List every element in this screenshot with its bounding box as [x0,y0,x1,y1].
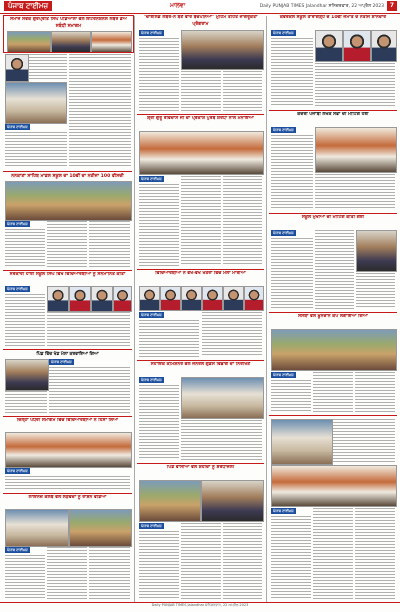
news-photo [139,131,264,175]
news-photo [181,377,264,419]
article-body [356,273,395,309]
byline-tag: ਪੰਜਾਬ ਟਾਈਮਜ਼ [141,177,162,181]
headline: ਸਹਾਇਕ ਕਮਿਸ਼ਨਰ ਵੱਲੋਂ ਜਨਰਲ ਗੁੱਡਸ ਵਿਭਾਗ ਦਾ ਨਿਰੀਖਣ [150,362,251,367]
article [269,417,397,601]
article-body [333,419,395,463]
article-body [5,132,67,168]
article-body [69,54,131,168]
portrait-photo [5,54,29,82]
article-body [5,555,45,599]
byline-tag: ਪੰਜਾਬ ਟਾਈਮਜ਼ [273,231,294,235]
news-photo [5,181,132,221]
news-photo [356,230,397,272]
divider [137,360,264,361]
divider [137,114,264,115]
article-body [5,294,45,346]
news-photo [69,509,132,547]
article-body [139,184,179,266]
headline: ਸ਼੍ਰੀ ਗੁਰੂ ਰਵਿਦਾਸ ਜੀ ਦਾ ਪ੍ਰਕਾਸ਼ ਪੁਰਬ ਸ਼ਰਧਾ ਨਾਲ ਮਨਾਇਆ [147,116,254,121]
divider [3,349,132,350]
portrait-photo [181,286,202,311]
byline-tag: ਪੰਜਾਬ ਟਾਈਮਜ਼ [141,378,162,382]
news-photo [315,127,397,173]
headline: ਸਕੂਲ ਮੁਖੀਆਂ ਦੀ ਮੀਟਿੰਗ ਕੀਤੀ ਗਈ [301,215,365,220]
headline: ਵਿਦਿਆਰਥੀਆਂ ਨੇ ਵੱਖ-ਵੱਖ ਖੇਤਰਾਂ ਵਿੱਚ ਮੱਲਾਂ ਮਾਰੀਆਂ [155,271,246,276]
portrait-photo [202,286,223,311]
news-photo [271,419,333,465]
article-body [89,221,130,267]
article-body [355,508,395,599]
portrait-photo [113,286,132,312]
divider [137,269,264,270]
portrait-photo [69,286,91,312]
article-body [181,420,262,460]
divider [269,110,397,111]
article [3,52,132,170]
article-body [223,71,262,111]
article-body [181,523,221,599]
article-body [271,516,311,599]
byline-tag: ਪੰਜਾਬ ਟਾਈਮਜ਼ [141,313,162,317]
portrait-photo [91,286,113,312]
article-body [315,230,354,309]
article [137,465,264,601]
divider [269,415,397,416]
news-photo [139,480,201,522]
portrait-photo [315,30,343,62]
article-body [29,54,67,80]
divider [3,416,132,417]
article [3,495,132,601]
news-photo [5,509,69,547]
article [3,418,132,492]
portrait-photo [244,286,264,311]
column-divider [134,16,135,602]
headline: ਸਰਕਾਰੀ ਹਾਈ ਸਕੂਲ ਸਿੰਘ ਵਿਖੇ ਵਿਦਿਆਰਥੀਆਂ ਨੂੰ ਸਨਮਾਨਿਤ ਕੀਤਾ [9,272,126,277]
portrait-photo [139,286,160,311]
news-photo [51,31,91,53]
portrait-photo [160,286,181,311]
news-photo [181,30,264,70]
headline: ਕੰਵਰਕਲੇ ਸਕੂਲ ਤਾਰਾਗੜ੍ਹ ਦੇ 10ਵੀਂ ਜਮਾਤ ਦੇ ਨਤੀਜੇ ਸ਼ਾਨਦਾਰ [279,15,387,20]
article [137,362,264,462]
article-body [313,508,353,599]
article [137,116,264,268]
headline: ਪਿੰਡ ਵਾਸੀਆਂ ਵੱਲੋਂ ਸ਼ਹੀਦਾਂ ਨੂੰ ਸ਼ਰਧਾਂਜਲੀ [166,465,235,470]
headline: ਕੇਂਦਰੀ ਪੰਜਾਬੀ ਲੇਖਕ ਸਭਾ ਦੀ ਮੀਟਿੰਗ ਹੋਈ [297,112,369,117]
article [269,15,397,109]
article-body [313,372,353,412]
news-photo [271,329,397,371]
masthead [0,0,400,14]
news-photo [5,82,67,124]
byline-tag: ਪੰਜਾਬ ਟਾਈਮਜ਼ [141,524,162,528]
article-body [271,135,313,210]
article [269,215,397,311]
headline: ਲਾਇਨਜ਼ ਕਲੱਬ ਵੱਲੋਂ ਲੋੜਵੰਦਾਂ ਨੂੰ ਰਾਸ਼ਨ ਵੰਡਿਆ [28,495,107,500]
byline-tag: ਪੰਜਾਬ ਟਾਈਮਜ਼ [7,125,28,129]
article-body [89,547,130,599]
article [3,351,132,415]
article-body [223,523,262,599]
article [3,272,132,348]
byline-tag: ਪੰਜਾਬ ਟਾਈਮਜ਼ [141,31,162,35]
article-body [139,385,179,460]
byline-tag: ਪੰਜਾਬ ਟਾਈਮਜ਼ [7,548,28,552]
news-photo [91,31,132,53]
byline-tag: ਪੰਜਾਬ ਟਾਈਮਜ਼ [7,222,28,226]
news-photo [5,432,132,468]
divider [3,171,132,172]
divider [269,213,397,214]
byline-tag: ਪੰਜਾਬ ਟਾਈਮਜ਼ [7,469,28,473]
article [269,112,397,212]
page-number: 7 [387,1,397,11]
headline: ਨਨਕਾਣਾ ਸਾਹਿਬ ਮਾਡਲ ਸਕੂਲ ਦਾ 10ਵੀਂ ਦਾ ਨਤੀਜਾ 100 ਫੀਸਦੀ [11,174,124,179]
article-body [5,391,47,413]
article [137,15,264,113]
byline-tag: ਪੰਜਾਬ ਟਾਈਮਜ਼ [51,360,72,364]
article-body [315,174,395,210]
article-body [181,176,221,266]
article [137,271,264,359]
article [3,173,132,269]
byline-tag: ਪੰਜਾਬ ਟਾਈਮਜ਼ [273,509,294,513]
portrait-photo [343,30,371,62]
article-body [271,38,313,107]
article-body [47,312,130,346]
headline: ਜ਼ਿਲ੍ਹਾ ਪੱਧਰੀ ਸਮਾਗਮ ਵਿੱਚ ਵਿਦਿਆਰਥੀਆਂ ਨੇ ਹਿੱਸਾ ਲਿਆ [16,418,119,423]
dateline: Daily PUNJAB TIMES Jalandhar ਸਨਿਚਰਵਾਰ, 22 ਅਪ੍ਰੈਲ 2023 [259,4,384,9]
article-body [181,71,221,111]
news-photo [271,465,397,507]
byline-tag: ਪੰਜਾਬ ਟਾਈਮਜ਼ [273,128,294,132]
byline-tag: ਪੰਜਾਬ ਟਾਈਮਜ਼ [273,31,294,35]
brand-logo: ਪੰਜਾਬ ਟਾਈਮਜ਼ [4,1,52,11]
section-label: ਮਾਲਵਾ [170,2,186,9]
article-body [139,38,179,111]
news-photo [5,359,49,391]
article-body [202,312,262,357]
article [269,314,397,414]
divider [3,493,132,494]
article-body [49,367,130,413]
article-body [5,229,45,267]
article-body [47,547,87,599]
byline-tag: ਪੰਜਾਬ ਟਾਈਮਜ਼ [273,373,294,377]
portrait-photo [371,30,397,62]
article-box [3,15,134,53]
article-body [139,320,199,357]
headline: ਸਮਾਜ ਸੇਵਕ ਗੁਰਪ੍ਰੀਤ ਸਿੰਘ ਪੱਡਿਆਲਾ ਵੱਲੋਂ ਇੰਟਰਨੈਸ਼ਨਲ ਲੇਬਰ ਡੇਅ ਸਬੰਧੀ ਸਮਾਗਮ [10,17,127,29]
article-body [271,238,313,309]
divider [137,463,264,464]
news-photo [201,480,264,522]
headline: "ਚਾਈਲਡ ਲੇਬਰ-ਨੇ ਬਣ ਵਾਰ ਬਚਪਨਿਆਂ" ਮੁਹਿੰਮ ਤਹਿਤ ਜਾਗਰੂਕਤਾ ਪ੍ਰੋਗਰਾਮ [143,15,258,27]
article-body [271,380,311,412]
article-body [139,531,179,599]
portrait-photo [223,286,244,311]
article-body [315,63,395,107]
headline: ਸੰਸਥਾ ਵੱਲੋਂ ਖ਼ੂਨਦਾਨ ਕੈਂਪ ਲਗਾਇਆ ਗਿਆ [298,314,368,319]
article-body [223,176,262,266]
news-photo [7,31,51,53]
footer-dateline: Daily PUNJAB TIMES Jalandhar ਸਨਿਚਰਵਾਰ, 22 ਅਪ੍ਰੈਲ 2023 [151,603,249,607]
article-body [5,476,130,491]
divider [3,270,132,271]
portrait-photo [47,286,69,312]
article-body [355,372,395,412]
divider [269,312,397,313]
headline: ਪਿੰਡ ਵਿੱਚ ਖੇਡ ਮੇਲਾ ਕਰਵਾਇਆ ਗਿਆ [36,352,99,357]
byline-tag: ਪੰਜਾਬ ਟਾਈਮਜ਼ [7,287,28,291]
column-divider [266,16,267,602]
article-body [47,221,87,267]
